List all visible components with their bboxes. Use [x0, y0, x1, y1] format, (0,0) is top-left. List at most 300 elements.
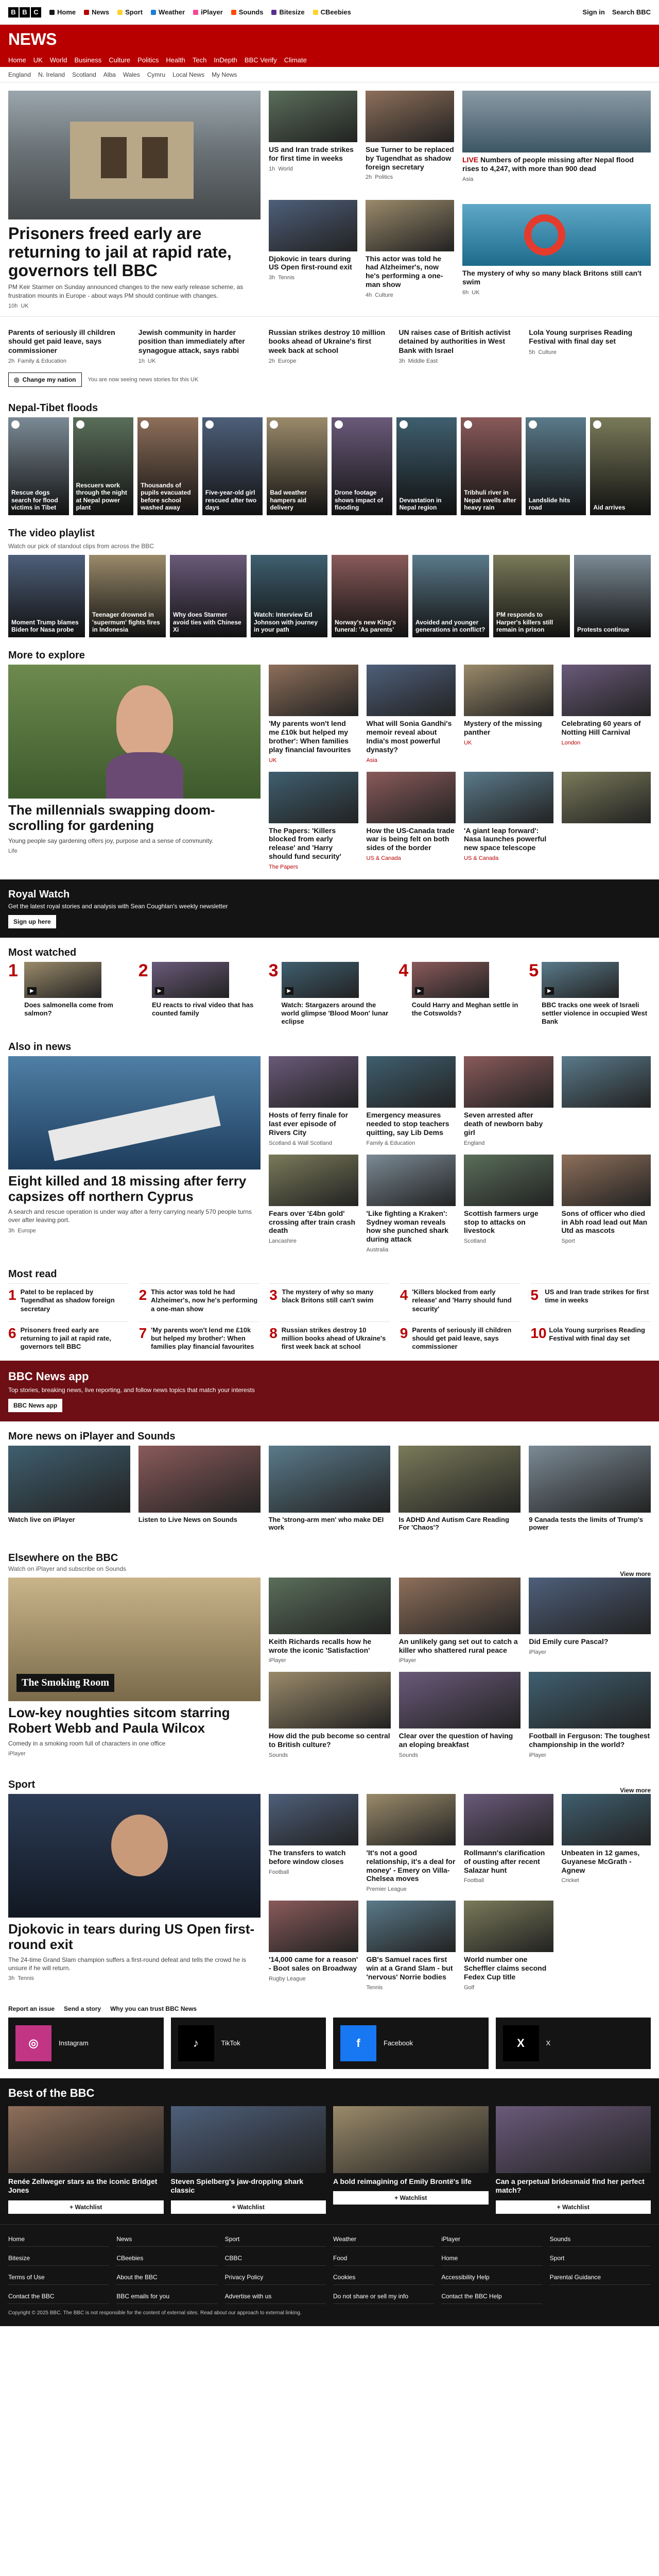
- video-card[interactable]: [396, 417, 457, 515]
- media-category[interactable]: Sounds: [398, 1752, 418, 1758]
- footer-link[interactable]: BBC emails for you: [116, 2289, 217, 2304]
- story-title[interactable]: Parents of seriously ill children should get paid leave, says commissioner: [412, 1326, 512, 1351]
- watchlist-button[interactable]: [333, 2191, 489, 2205]
- video-card[interactable]: [267, 417, 327, 515]
- video-card[interactable]: [8, 555, 85, 637]
- most-read-item[interactable]: [400, 1321, 521, 1351]
- explore-feature[interactable]: [8, 665, 261, 870]
- footer-link[interactable]: Home: [441, 2251, 542, 2266]
- footer-link[interactable]: Accessibility Help: [441, 2270, 542, 2285]
- video-card[interactable]: [412, 555, 489, 637]
- footer-link[interactable]: Do not share or sell my info: [333, 2289, 434, 2304]
- also-image: [8, 1056, 261, 1170]
- story-category[interactable]: Football: [464, 1877, 484, 1884]
- explore-summary: Young people say gardening offers joy, purpose and a sense of community.: [8, 837, 214, 845]
- story-category[interactable]: US & Canada: [464, 855, 499, 861]
- story-title[interactable]: 'My parents won't lend me £10k but helped my brother': When families play financial favourites: [151, 1326, 254, 1351]
- story-title[interactable]: Emergency measures needed to stop teachers quitting, say Lib Dems: [366, 1111, 449, 1137]
- story-category[interactable]: Asia: [366, 757, 377, 764]
- explore-title[interactable]: The millennials swapping doom-scrolling for gardening: [8, 802, 215, 834]
- story-category[interactable]: Europe: [278, 358, 297, 365]
- media-title[interactable]: Football in Ferguson: The toughest championship in the world?: [529, 1732, 650, 1749]
- story-title[interactable]: US and Iran trade strikes for first time in weeks: [545, 1288, 649, 1304]
- story-card[interactable]: [464, 1056, 553, 1146]
- section-title-elsewhere[interactable]: Elsewhere on the BBC: [8, 1552, 118, 1564]
- story-image: [462, 91, 651, 152]
- story-card[interactable]: [269, 1155, 358, 1253]
- footer-action-link[interactable]: Why you can trust BBC News: [110, 2005, 197, 2012]
- story-category[interactable]: Culture: [375, 292, 393, 298]
- story-title[interactable]: The transfers to watch before window closes: [269, 1848, 346, 1866]
- footer-link[interactable]: Weather: [333, 2232, 434, 2247]
- story-card[interactable]: [367, 665, 456, 763]
- top-nav-link[interactable]: [271, 8, 304, 16]
- best-card[interactable]: [8, 2106, 164, 2214]
- story-card[interactable]: [269, 91, 357, 192]
- news-title[interactable]: NEWS: [8, 30, 57, 48]
- most-read-item[interactable]: [530, 1283, 651, 1313]
- footer-link[interactable]: CBeebies: [116, 2251, 217, 2266]
- story-card[interactable]: [464, 1794, 553, 1892]
- media-card[interactable]: [269, 1446, 391, 1532]
- media-title[interactable]: An unlikely gang set out to catch a killer who shattered rural peace: [398, 1637, 518, 1654]
- explore-category[interactable]: Life: [8, 848, 18, 855]
- most-read-item[interactable]: [530, 1321, 651, 1351]
- news-nav-link[interactable]: BBC Verify: [244, 56, 277, 64]
- media-category[interactable]: Sounds: [269, 1752, 288, 1758]
- story-category[interactable]: Australia: [366, 1247, 389, 1253]
- video-title: Avoided and younger generations in conflict?: [415, 618, 485, 633]
- play-icon: ▶: [155, 987, 164, 995]
- story-category[interactable]: Middle East: [408, 358, 438, 365]
- view-more-elsewhere[interactable]: View more: [620, 1570, 651, 1578]
- best-card[interactable]: [171, 2106, 326, 2214]
- story-title[interactable]: The mystery of why so many black Britons still can't swim: [462, 268, 641, 286]
- news-nav-link[interactable]: World: [49, 56, 67, 64]
- story-card[interactable]: [464, 1901, 553, 1990]
- footer-link[interactable]: iPlayer: [441, 2232, 542, 2247]
- story-card[interactable]: [269, 200, 357, 309]
- story-category[interactable]: Politics: [375, 174, 393, 181]
- story-title[interactable]: Djokovic in tears during US Open first-round exit: [269, 254, 352, 272]
- story-title[interactable]: 'It's not a good relationship, it's a deal for money' - Emery on Villa-Chelsea moves: [366, 1848, 456, 1883]
- story-title[interactable]: Mystery of the missing panther: [464, 719, 542, 737]
- best-title[interactable]: Can a perpetual bridesmaid find her perfect match?: [495, 2177, 645, 2195]
- footer-link[interactable]: News: [116, 2232, 217, 2247]
- media-title[interactable]: Did Emily cure Pascal?: [529, 1637, 609, 1646]
- story-category[interactable]: Golf: [464, 1984, 475, 1991]
- most-watched-item[interactable]: [398, 962, 521, 1026]
- story-category[interactable]: Scotland & Wall Scotland: [269, 1140, 333, 1146]
- section-title-iplayer[interactable]: More news on iPlayer and Sounds: [8, 1430, 176, 1442]
- story-category[interactable]: Football: [269, 1869, 289, 1875]
- social-link[interactable]: [333, 2018, 489, 2069]
- story-title[interactable]: Rollmann's clarification of ousting after recent Salazar hunt: [464, 1848, 545, 1874]
- footer-link[interactable]: Home: [8, 2232, 109, 2247]
- sport-category[interactable]: Tennis: [18, 1975, 34, 1982]
- media-title[interactable]: Clear over the question of having an eloping breakfast: [398, 1732, 513, 1749]
- watchlist-button[interactable]: [171, 2200, 326, 2214]
- video-card[interactable]: [332, 417, 392, 515]
- best-card[interactable]: [496, 2106, 651, 2214]
- news-app-banner: [0, 1361, 659, 1421]
- video-card[interactable]: [493, 555, 570, 637]
- media-title[interactable]: Listen to Live News on Sounds: [138, 1515, 237, 1523]
- story-title[interactable]: Scottish farmers urge stop to attacks on livestock: [464, 1209, 539, 1235]
- footer-link[interactable]: Sport: [550, 2251, 651, 2266]
- video-card[interactable]: [170, 555, 247, 637]
- story-category[interactable]: UK: [269, 757, 277, 764]
- story-category[interactable]: England: [464, 1140, 485, 1146]
- story-image: [542, 962, 619, 998]
- story-title[interactable]: Could Harry and Meghan settle in the Cotswolds?: [411, 1001, 518, 1017]
- story-title[interactable]: GB's Samuel races first win at a Grand Slam - but 'nervous' Norrie bodies: [366, 1955, 453, 1981]
- story-title[interactable]: The mystery of why so many black Britons still can't swim: [282, 1288, 374, 1304]
- footer-link[interactable]: Parental Guidance: [550, 2270, 651, 2285]
- story-category[interactable]: London: [561, 739, 581, 746]
- top-nav-link[interactable]: [313, 8, 351, 16]
- section-title-video[interactable]: The video playlist: [8, 528, 95, 539]
- most-watched-item[interactable]: [8, 962, 130, 1026]
- story-card[interactable]: [269, 665, 358, 763]
- search-link[interactable]: Search BBC: [612, 8, 651, 16]
- story-title[interactable]: This actor was told he had Alzheimer's, now he's performing a one-man show: [151, 1288, 258, 1313]
- story-title[interactable]: Russian strikes destroy 10 million books ahead of Ukraine's first week back at school: [268, 328, 386, 354]
- play-icon: ▶: [545, 987, 554, 995]
- sport-time: 3h: [8, 1975, 15, 1982]
- story-category[interactable]: Rugby League: [269, 1975, 306, 1982]
- story-title[interactable]: What will Sonia Gandhi's memoir reveal about India's most powerful dynasty?: [366, 719, 452, 754]
- story-card[interactable]: [269, 1056, 358, 1146]
- story-card[interactable]: [464, 665, 553, 763]
- also-category[interactable]: Europe: [18, 1227, 36, 1234]
- watchlist-button[interactable]: [8, 2200, 164, 2214]
- story-category[interactable]: Cricket: [561, 1877, 579, 1884]
- media-category[interactable]: iPlayer: [529, 1752, 546, 1758]
- most-read-item[interactable]: [269, 1283, 390, 1313]
- subnav-link[interactable]: My News: [212, 71, 237, 78]
- story-card[interactable]: [562, 1794, 651, 1892]
- story-card[interactable]: [269, 325, 391, 365]
- story-card[interactable]: [562, 1056, 651, 1146]
- story-title[interactable]: How the US-Canada trade war is being felt on both sides of the border: [366, 826, 455, 852]
- section-title-sport[interactable]: Sport: [8, 1778, 36, 1790]
- hero-title[interactable]: Prisoners freed early are returning to jail at rapid rate, governors tell BBC: [8, 224, 232, 280]
- best-title[interactable]: A bold reimagining of Emily Brontë's life: [333, 2177, 472, 2185]
- story-card[interactable]: [269, 772, 358, 870]
- most-read-item[interactable]: [8, 1283, 129, 1313]
- footer-link[interactable]: Terms of Use: [8, 2270, 109, 2285]
- story-title[interactable]: Watch: Stargazers around the world glimpse 'Blood Moon' lunar eclipse: [281, 1001, 389, 1026]
- story-title[interactable]: World number one Scheffler claims second Fedex Cup title: [464, 1955, 547, 1981]
- story-image: [138, 1446, 261, 1513]
- best-card[interactable]: [333, 2106, 489, 2214]
- media-card[interactable]: [529, 1446, 651, 1532]
- story-title[interactable]: Lola Young surprises Reading Festival with final day set: [529, 328, 633, 346]
- play-icon: [11, 420, 20, 429]
- video-title: Landslide hits road: [528, 496, 570, 511]
- elsewhere-category[interactable]: iPlayer: [8, 1750, 26, 1757]
- footer-action-link[interactable]: Send a story: [64, 2005, 101, 2012]
- subnav-link[interactable]: Wales: [123, 71, 140, 78]
- most-watched-item[interactable]: [138, 962, 261, 1026]
- section-title-floods[interactable]: Nepal-Tibet floods: [8, 402, 98, 414]
- social-link[interactable]: [496, 2018, 651, 2069]
- news-nav-link[interactable]: Business: [74, 56, 102, 64]
- best-title[interactable]: Renée Zellweger stars as the iconic Bridget Jones: [8, 2177, 158, 2195]
- story-title[interactable]: Unbeaten in 12 games, Guyanese McGrath - Agnew: [561, 1848, 640, 1874]
- story-card[interactable]: [269, 1901, 358, 1990]
- top-nav-link[interactable]: [117, 8, 143, 16]
- media-card[interactable]: [8, 1446, 130, 1532]
- footer-link[interactable]: Contact the BBC Help: [441, 2289, 542, 2304]
- video-title: Teenager drowned in 'supermum' fights fires in Indonesia: [92, 611, 160, 633]
- media-card[interactable]: [398, 1446, 521, 1532]
- instagram-icon: ◎: [15, 2025, 51, 2061]
- story-title[interactable]: Patel to be replaced by Tugendhat as shadow foreign secretary: [20, 1288, 115, 1313]
- story-title[interactable]: Russian strikes destroy 10 million books ahead of Ukraine's first week back at school: [281, 1326, 386, 1351]
- media-category[interactable]: iPlayer: [529, 1649, 546, 1655]
- story-image: [464, 665, 553, 716]
- video-card[interactable]: [73, 417, 134, 515]
- story-category[interactable]: Premier League: [366, 1886, 407, 1893]
- section-title-also[interactable]: Also in news: [8, 1041, 72, 1053]
- story-card[interactable]: [562, 772, 651, 870]
- story-category[interactable]: Family & Education: [18, 358, 67, 365]
- story-title[interactable]: This actor was told he had Alzheimer's, now he's performing a one-man show: [366, 254, 443, 289]
- video-card[interactable]: [574, 555, 651, 637]
- story-title[interactable]: Prisoners freed early are returning to jail at rapid rate, governors tell BBC: [20, 1326, 111, 1351]
- media-card[interactable]: [269, 1578, 391, 1664]
- footer-action-link[interactable]: Report an issue: [8, 2005, 55, 2012]
- video-card[interactable]: [590, 417, 651, 515]
- media-card[interactable]: [138, 1446, 261, 1532]
- sport-title[interactable]: Djokovic in tears during US Open first-round exit: [8, 1921, 255, 1952]
- media-title[interactable]: 9 Canada tests the limits of Trump's power: [529, 1515, 644, 1532]
- most-read-item[interactable]: [269, 1321, 390, 1351]
- story-card[interactable]: [367, 1056, 456, 1146]
- story-title[interactable]: Celebrating 60 years of Notting Hill Carnival: [561, 719, 641, 737]
- story-category[interactable]: US & Canada: [366, 855, 401, 861]
- story-category[interactable]: Tennis: [366, 1984, 383, 1991]
- most-watched-item[interactable]: [529, 962, 651, 1026]
- signin-link[interactable]: Sign in: [582, 8, 605, 16]
- story-title[interactable]: Fears over '£4bn gold' crossing after train crash death: [269, 1209, 356, 1235]
- video-card[interactable]: [89, 555, 166, 637]
- best-title[interactable]: Steven Spielberg's jaw-dropping shark classic: [170, 2177, 304, 2195]
- story-title[interactable]: Does salmonella come from salmon?: [24, 1001, 113, 1017]
- video-card[interactable]: [332, 555, 408, 637]
- story-category[interactable]: Lancashire: [269, 1238, 297, 1245]
- subnav-link[interactable]: Alba: [103, 71, 116, 78]
- play-icon: [270, 420, 278, 429]
- story-title[interactable]: Hosts of ferry finale for last ever episode of Rivers City: [269, 1111, 349, 1137]
- story-category[interactable]: Tennis: [278, 275, 295, 281]
- view-more-sport[interactable]: View more: [620, 1786, 651, 1794]
- news-nav-link[interactable]: Tech: [192, 56, 207, 64]
- story-card[interactable]: [366, 200, 454, 309]
- footer-link[interactable]: Sounds: [550, 2232, 651, 2247]
- news-nav-link[interactable]: Climate: [284, 56, 307, 64]
- most-watched-item[interactable]: [269, 962, 391, 1026]
- story-card[interactable]: [367, 772, 456, 870]
- news-nav-link[interactable]: UK: [33, 56, 43, 64]
- media-card[interactable]: [529, 1578, 651, 1664]
- video-card[interactable]: [137, 417, 198, 515]
- story-card[interactable]: [464, 772, 553, 870]
- story-category[interactable]: Family & Education: [366, 1140, 415, 1146]
- story-category[interactable]: Asia: [462, 176, 474, 182]
- footer-link[interactable]: Privacy Policy: [225, 2270, 326, 2285]
- footer-link[interactable]: Food: [333, 2251, 434, 2266]
- story-category[interactable]: World: [278, 165, 293, 172]
- hero-category[interactable]: UK: [21, 302, 29, 309]
- story-card[interactable]: [562, 665, 651, 763]
- elsewhere-title[interactable]: Low-key noughties sitcom starring Robert Webb and Paula Wilcox: [8, 1704, 230, 1736]
- footer-link[interactable]: CBBC: [225, 2251, 326, 2266]
- media-category[interactable]: iPlayer: [398, 1657, 417, 1664]
- also-title[interactable]: Eight killed and 18 missing after ferry capsizes off northern Cyprus: [8, 1173, 247, 1205]
- media-card[interactable]: [399, 1672, 521, 1758]
- story-title[interactable]: Numbers of people missing after Nepal flood rises to 4,247, with more than 900 dead: [462, 156, 634, 173]
- story-card[interactable]: [138, 325, 261, 365]
- story-card[interactable]: [8, 325, 130, 365]
- sport-feature[interactable]: [8, 1794, 261, 1991]
- media-card[interactable]: [529, 1672, 651, 1758]
- rank-number: 1: [8, 1287, 16, 1303]
- section-title-explore[interactable]: More to explore: [8, 650, 85, 662]
- hero-time: 10h: [8, 302, 18, 309]
- news-nav-link[interactable]: InDepth: [214, 56, 237, 64]
- top-nav-link[interactable]: [231, 8, 264, 16]
- story-card[interactable]: [367, 1155, 456, 1253]
- video-card[interactable]: [251, 555, 327, 637]
- top-nav-link[interactable]: [84, 8, 109, 16]
- media-title[interactable]: Watch live on iPlayer: [8, 1515, 75, 1523]
- media-title[interactable]: The 'strong-arm men' who make DEI work: [268, 1515, 384, 1532]
- story-title[interactable]: Parents of seriously ill children should get paid leave, says commissioner: [8, 328, 115, 354]
- footer-link[interactable]: About the BBC: [116, 2270, 217, 2285]
- story-title[interactable]: 'A giant leap forward': Nasa launches powerful new space telescope: [464, 826, 547, 852]
- story-card[interactable]: [367, 1901, 456, 1990]
- story-category[interactable]: UK: [148, 358, 156, 365]
- story-image: [399, 1672, 521, 1728]
- footer-link[interactable]: Contact the BBC: [8, 2289, 109, 2304]
- subnav-link[interactable]: Scotland: [72, 71, 96, 78]
- subnav-link[interactable]: Local News: [172, 71, 205, 78]
- video-card[interactable]: [202, 417, 263, 515]
- story-card[interactable]: [462, 91, 651, 196]
- most-read-item[interactable]: [400, 1283, 521, 1313]
- story-title[interactable]: UN raises case of British activist detained by authorities in West Bank with Israel: [398, 328, 511, 354]
- subnav-link[interactable]: Cymru: [147, 71, 166, 78]
- story-image: [269, 1578, 391, 1634]
- story-title[interactable]: EU reacts to rival video that has counted family: [151, 1001, 254, 1017]
- story-title[interactable]: '14,000 came for a reason' - Boot sales on Broadway: [269, 1955, 358, 1972]
- media-card[interactable]: [399, 1578, 521, 1664]
- plus-icon: +: [557, 2203, 562, 2211]
- video-card[interactable]: [8, 417, 69, 515]
- media-title[interactable]: Keith Richards recalls how he wrote the iconic 'Satisfaction': [269, 1637, 372, 1654]
- subnav-link[interactable]: N. Ireland: [38, 71, 65, 78]
- social-link[interactable]: [8, 2018, 164, 2069]
- top-nav-link[interactable]: [151, 8, 185, 16]
- story-category[interactable]: Culture: [538, 349, 557, 355]
- media-title[interactable]: Is ADHD And Autism Care Reading For 'Chaos'?: [398, 1515, 509, 1532]
- bbc-logo[interactable]: B B C: [8, 7, 41, 18]
- nav-color-icon: [117, 10, 123, 15]
- footer-link[interactable]: Cookies: [333, 2270, 434, 2285]
- story-card[interactable]: [462, 204, 651, 309]
- story-title[interactable]: Sons of officer who died in Abh road lead out Man Utd as mascots: [561, 1209, 648, 1235]
- story-card[interactable]: [562, 1155, 651, 1253]
- story-card[interactable]: [367, 1794, 456, 1892]
- news-nav-link[interactable]: Culture: [109, 56, 131, 64]
- news-nav-link[interactable]: Health: [166, 56, 185, 64]
- story-card[interactable]: [269, 1794, 358, 1892]
- hero-story[interactable]: [8, 91, 261, 309]
- story-title[interactable]: Seven arrested after death of newborn baby girl: [464, 1111, 543, 1137]
- most-read-item[interactable]: [8, 1321, 129, 1351]
- story-title[interactable]: Sue Turner to be replaced by Tugendhat as shadow foreign secretary: [366, 145, 454, 171]
- story-category[interactable]: Sport: [561, 1238, 575, 1245]
- top-nav-label: News: [92, 8, 110, 16]
- also-feature[interactable]: [8, 1056, 261, 1253]
- most-read-item[interactable]: [139, 1321, 259, 1351]
- story-title[interactable]: Jewish community in harder position than immediately after synagogue attack, says rabbi: [138, 328, 245, 354]
- footer-link[interactable]: Advertise with us: [225, 2289, 326, 2304]
- social-link[interactable]: [171, 2018, 326, 2069]
- news-nav-link[interactable]: Home: [8, 56, 26, 64]
- video-card[interactable]: [461, 417, 522, 515]
- app-button[interactable]: BBC News app: [8, 1399, 62, 1412]
- footer-link[interactable]: Bitesize: [8, 2251, 109, 2266]
- subnav-link[interactable]: England: [8, 71, 31, 78]
- story-title[interactable]: 'Killers blocked from early release' and 'Harry should fund security': [412, 1288, 512, 1313]
- story-card[interactable]: [398, 325, 521, 365]
- media-title[interactable]: How did the pub become so central to British culture?: [269, 1732, 390, 1749]
- rank-number: 6: [8, 1325, 16, 1341]
- story-category[interactable]: UK: [464, 739, 472, 746]
- royal-signup-button[interactable]: Sign up here: [8, 915, 56, 928]
- media-card[interactable]: [269, 1672, 391, 1758]
- story-image: [367, 665, 456, 716]
- most-read-item[interactable]: [139, 1283, 259, 1313]
- story-title[interactable]: 'Like fighting a Kraken': Sydney woman reveals how she punched shark during attack: [366, 1209, 448, 1244]
- media-category[interactable]: iPlayer: [269, 1657, 286, 1664]
- footer: [0, 2224, 659, 2326]
- story-title[interactable]: 'My parents won't lend me £10k but helped my brother': When families play financial favourites: [269, 719, 351, 754]
- story-card[interactable]: [464, 1155, 553, 1253]
- story-card[interactable]: [366, 91, 454, 192]
- top-nav-link[interactable]: [193, 8, 223, 16]
- story-category[interactable]: The Papers: [269, 863, 298, 870]
- story-title[interactable]: The Papers: 'Killers blocked from early release' and 'Harry should fund security': [269, 826, 342, 860]
- story-title[interactable]: Lola Young surprises Reading Festival with final day set: [549, 1326, 645, 1343]
- video-card[interactable]: [526, 417, 586, 515]
- news-nav-link[interactable]: Politics: [137, 56, 159, 64]
- watchlist-button[interactable]: [496, 2200, 651, 2214]
- elsewhere-feature[interactable]: [8, 1578, 261, 1758]
- top-nav-link[interactable]: [49, 8, 76, 16]
- story-title[interactable]: US and Iran trade strikes for first time in weeks: [269, 145, 354, 162]
- story-card[interactable]: [529, 325, 651, 365]
- story-category[interactable]: UK: [472, 289, 480, 296]
- change-nation-button[interactable]: [8, 372, 82, 387]
- story-title[interactable]: BBC tracks one week of Israeli settler violence in occupied West Bank: [542, 1001, 648, 1026]
- footer-link[interactable]: Sport: [225, 2232, 326, 2247]
- story-category[interactable]: Scotland: [464, 1238, 486, 1245]
